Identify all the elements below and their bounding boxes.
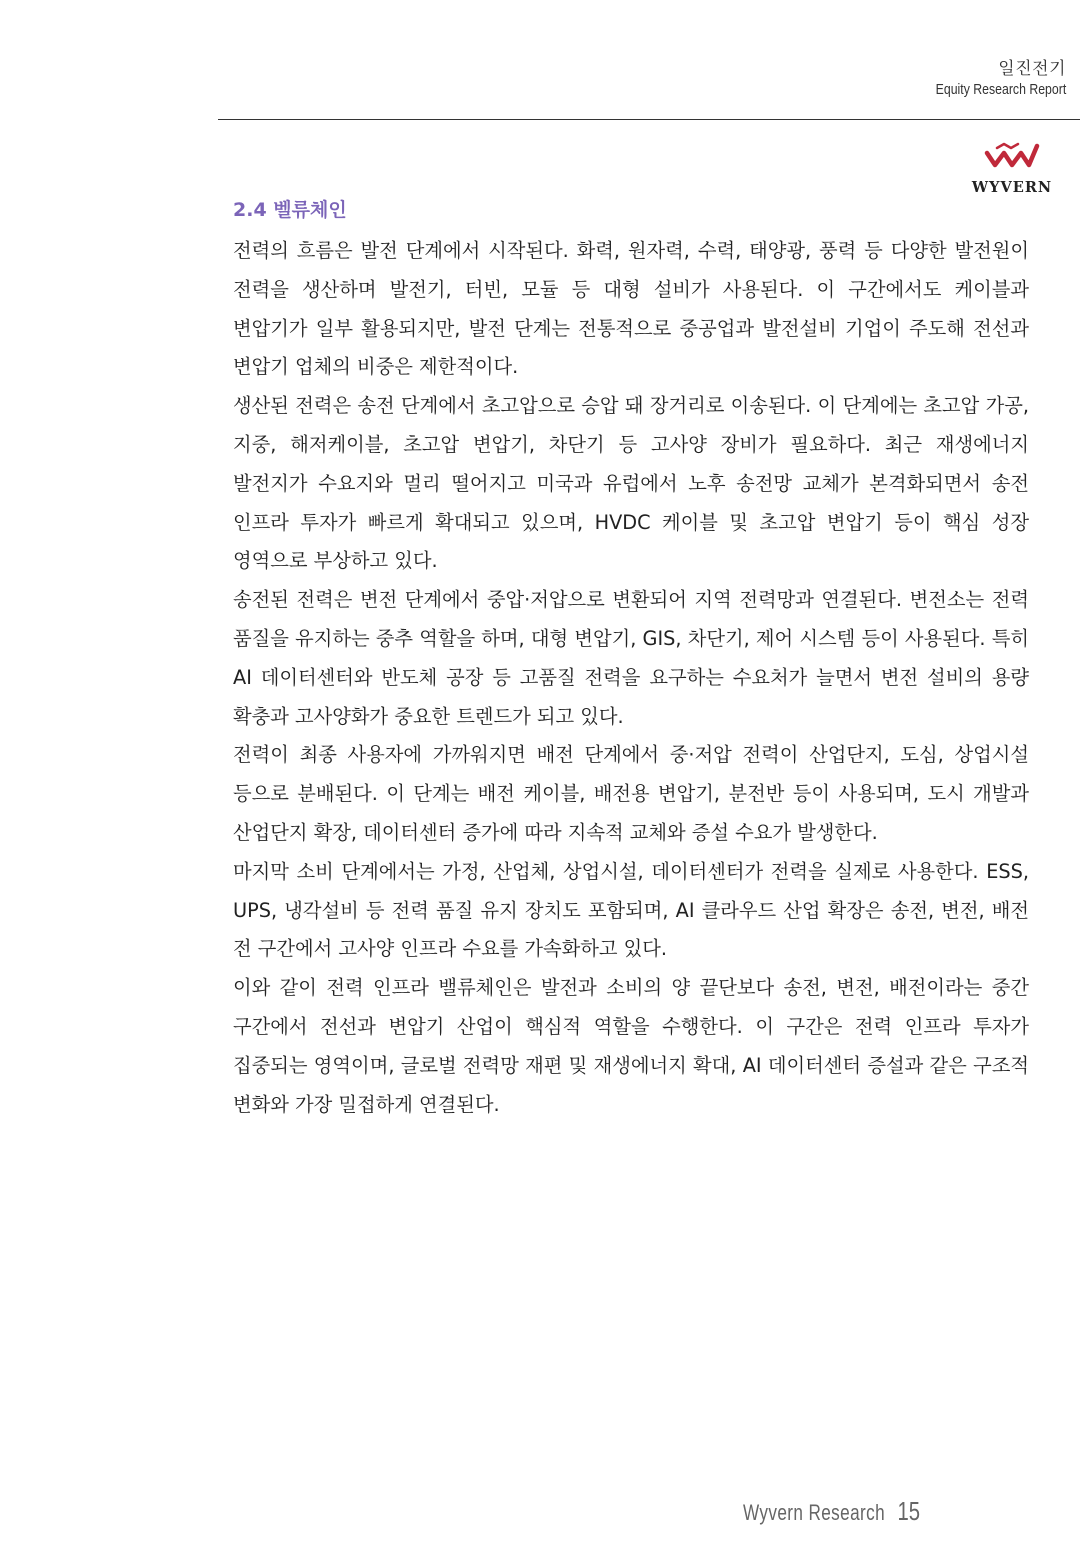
wyvern-wing-icon [984, 140, 1040, 172]
header-divider [218, 119, 1080, 120]
section-title: 2.4 벨류체인 [233, 199, 347, 221]
paragraph-transmission: 생산된 전력은 송전 단계에서 초고압으로 승압 돼 장거리로 이송된다. 이 단계에는 초고압 가공, 지중, 해저케이블, 초고압 변압기, 차단기 등 고사양 장비가 필요하다. 최근 재생에너지 발전지가 수요지와 멀리 떨어지고 미국과 유럽에서 노후 송전망 교체가 본격화되면서 송전 인프라 투자가 빠르게 확대되고 있으며, HVDC 케이블 및 초고압 변압기 등이 핵심 성장 영역으로 부상하고 있다. [233, 394, 1029, 573]
paragraph-consumption: 마지막 소비 단계에서는 가정, 산업체, 상업시설, 데이터센터가 전력을 실제로 사용한다. ESS, UPS, 냉각설비 등 전력 품질 유지 장치도 포함되며, AI 클라우드 산업 확장은 송전, 변전, 배전 전 구간에서 고사양 인프라 수요를 가속화하고 있다. [233, 859, 1029, 961]
logo-text: WYVERN [971, 179, 1053, 196]
report-type: Equity Research Report [935, 81, 1066, 98]
page-header [907, 58, 1066, 100]
wyvern-logo [962, 140, 1062, 200]
footer-publisher: Wyvern Research [742, 1500, 885, 1525]
company-name: 일진전기 [998, 59, 1066, 79]
body-text [233, 232, 1029, 1124]
paragraph-substation: 송전된 전력은 변전 단계에서 중압·저압으로 변환되어 지역 전력망과 연결된다. 변전소는 전력 품질을 유지하는 중추 역할을 하며, 대형 변압기, GIS, 차단기, 제어 시스템 등이 사용된다. 특히 AI 데이터센터와 반도체 공장 등 고품질 전력을 요구하는 수요처가 늘면서 변전 설비의 용량 확충과 고사양화가 중요한 트렌드가 되고 있다. [233, 588, 1029, 728]
page-number: 15 [897, 1496, 920, 1526]
paragraph-generation: 전력의 흐름은 발전 단계에서 시작된다. 화력, 원자력, 수력, 태양광, 풍력 등 다양한 발전원이 전력을 생산하며 발전기, 터빈, 모듈 등 대형 설비가 사용된다. 이 구간에서도 케이블과 변압기가 일부 활용되지만, 발전 단계는 전통적으로 중공업과 발전설비 기업이 주도해 전선과 변압기 업체의 비중은 제한적이다. [233, 239, 1029, 379]
paragraph-distribution: 전력이 최종 사용자에 가까워지면 배전 단계에서 중·저압 전력이 산업단지, 도심, 상업시설 등으로 분배된다. 이 단계는 배전 케이블, 배전용 변압기, 분전반 등이 사용되며, 도시 개발과 산업단지 확장, 데이터센터 증가에 따라 지속적 교체와 증설 수요가 발생한다. [233, 743, 1029, 844]
paragraph-conclusion: 이와 같이 전력 인프라 밸류체인은 발전과 소비의 양 끝단보다 송전, 변전, 배전이라는 중간 구간에서 전선과 변압기 산업이 핵심적 역할을 수행한다. 이 구간은 전력 인프라 투자가 집중되는 영역이며, 글로벌 전력망 재편 및 재생에너지 확대, AI 데이터센터 증설과 같은 구조적 변화와 가장 밀접하게 연결된다. [233, 976, 1029, 1116]
page-footer [743, 1496, 920, 1527]
